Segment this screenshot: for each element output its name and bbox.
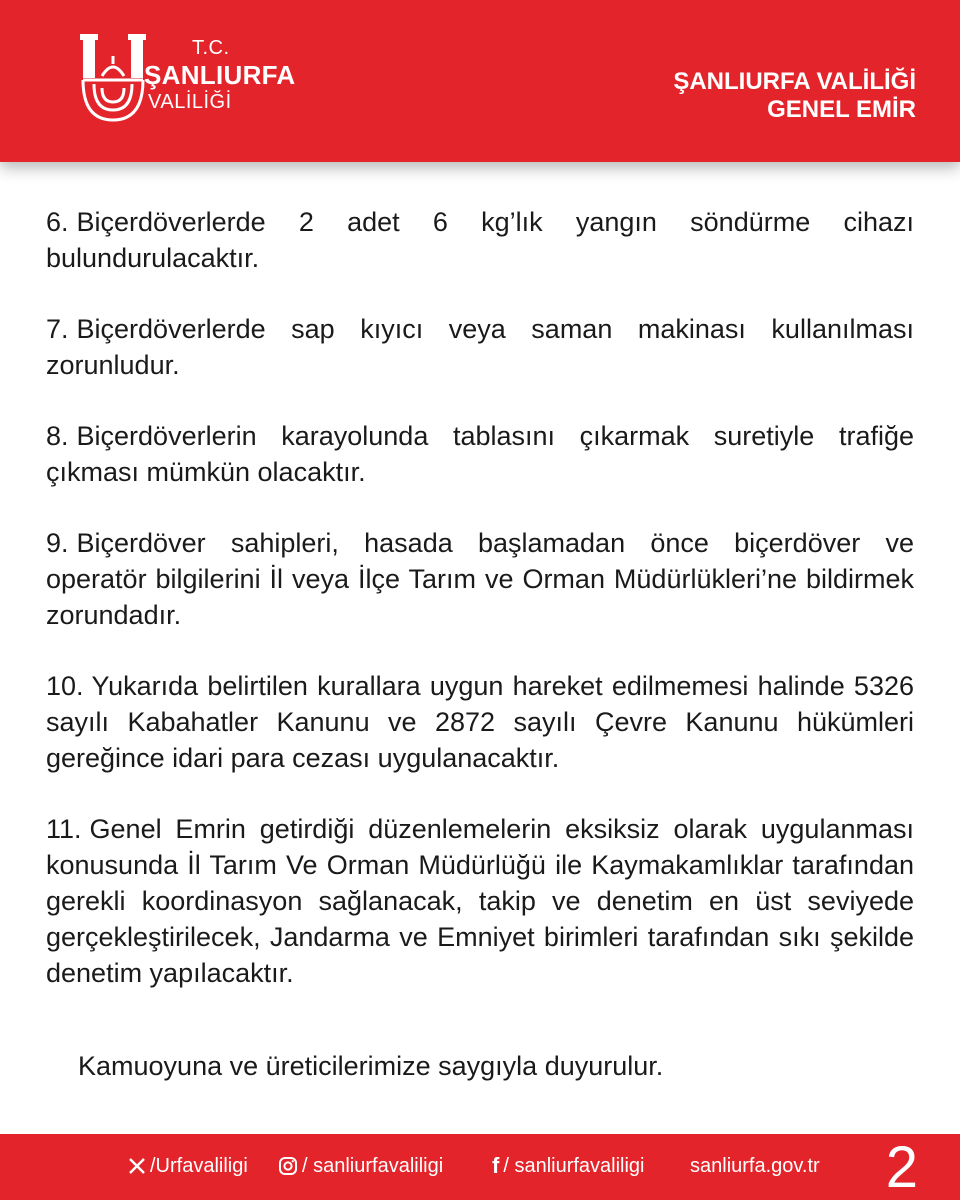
footer-bar — [0, 1134, 960, 1200]
article-text: Yukarıda belirtilen kurallara uygun hareket edilmemesi halinde 5326 sayılı Kabahatler Kanunu ve 2872 sayılı Çevre Kanunu hükümleri gereğince idari para cezası uygulanacaktır. — [46, 671, 914, 773]
website-link[interactable] — [690, 1154, 820, 1178]
page-number: 2 — [885, 1135, 918, 1200]
article-text: Biçerdöverlerde sap kıyıcı veya saman makinası kullanılması zorunludur. — [46, 314, 914, 380]
article-10 — [46, 668, 914, 776]
article-number: 9. — [46, 528, 69, 558]
article-9 — [46, 525, 914, 633]
article-number: 8. — [46, 421, 69, 451]
article-text: Genel Emrin getirdiği düzenlemelerin eksiksiz olarak uygulanması konusunda İl Tarım Ve Orman Müdürlüğü ile Kaymakamlıklar tarafından gerekli koordinasyon sağlanacak, takip ve denetim en üst seviyede gerçekleştirilecek, Jandarma ve Emniyet birimleri tarafından sıkı şekilde denetim yapılacaktır. — [46, 814, 914, 988]
article-7 — [46, 311, 914, 383]
instagram-link[interactable] — [278, 1154, 443, 1178]
governorship-logo — [80, 34, 296, 124]
article-number: 11. — [46, 814, 82, 844]
logo-tc: T.C. — [192, 37, 230, 59]
title-line-2: GENEL EMİR — [767, 96, 916, 123]
emblem-icon — [80, 34, 146, 124]
article-number: 7. — [46, 314, 69, 344]
article-number: 6. — [46, 207, 69, 237]
website-url: sanliurfa.gov.tr — [690, 1155, 820, 1177]
article-text: Biçerdöver sahipleri, hasada başlamadan önce biçerdöver ve operatör bilgilerini İl veya İlçe Tarım ve Orman Müdürlükleri’ne bildirmek zorundadır. — [46, 528, 914, 630]
instagram-icon — [278, 1156, 298, 1176]
x-icon — [128, 1157, 146, 1175]
article-text: Biçerdöverlerde 2 adet 6 kg’lık yangın söndürme cihazı bulundurulacaktır. — [46, 207, 914, 273]
article-11 — [46, 811, 914, 991]
facebook-handle: / sanliurfavaliligi — [503, 1155, 645, 1177]
article-text: Biçerdöverlerin karayolunda tablasını çıkarmak suretiyle trafiğe çıkması mümkün olacaktır. — [46, 421, 914, 487]
title-line-1: ŞANLIURFA VALİLİĞİ — [673, 68, 916, 95]
x-handle: /Urfavaliligi — [150, 1155, 248, 1177]
facebook-link[interactable] — [492, 1154, 645, 1178]
logo-city: ŞANLIURFA — [144, 60, 296, 90]
page-title — [673, 68, 916, 124]
instagram-handle: / sanliurfavaliligi — [302, 1155, 444, 1177]
facebook-icon: f — [492, 1153, 500, 1178]
article-6 — [46, 204, 914, 276]
logo-office: VALİLİĞİ — [148, 91, 232, 113]
x-link[interactable] — [128, 1154, 248, 1178]
closing-statement: Kamuoyuna ve üreticilerimize saygıyla duyurulur. — [78, 1051, 664, 1081]
order-articles — [46, 204, 914, 1026]
header-banner — [0, 0, 960, 162]
article-number: 10. — [46, 671, 84, 701]
article-8 — [46, 418, 914, 490]
